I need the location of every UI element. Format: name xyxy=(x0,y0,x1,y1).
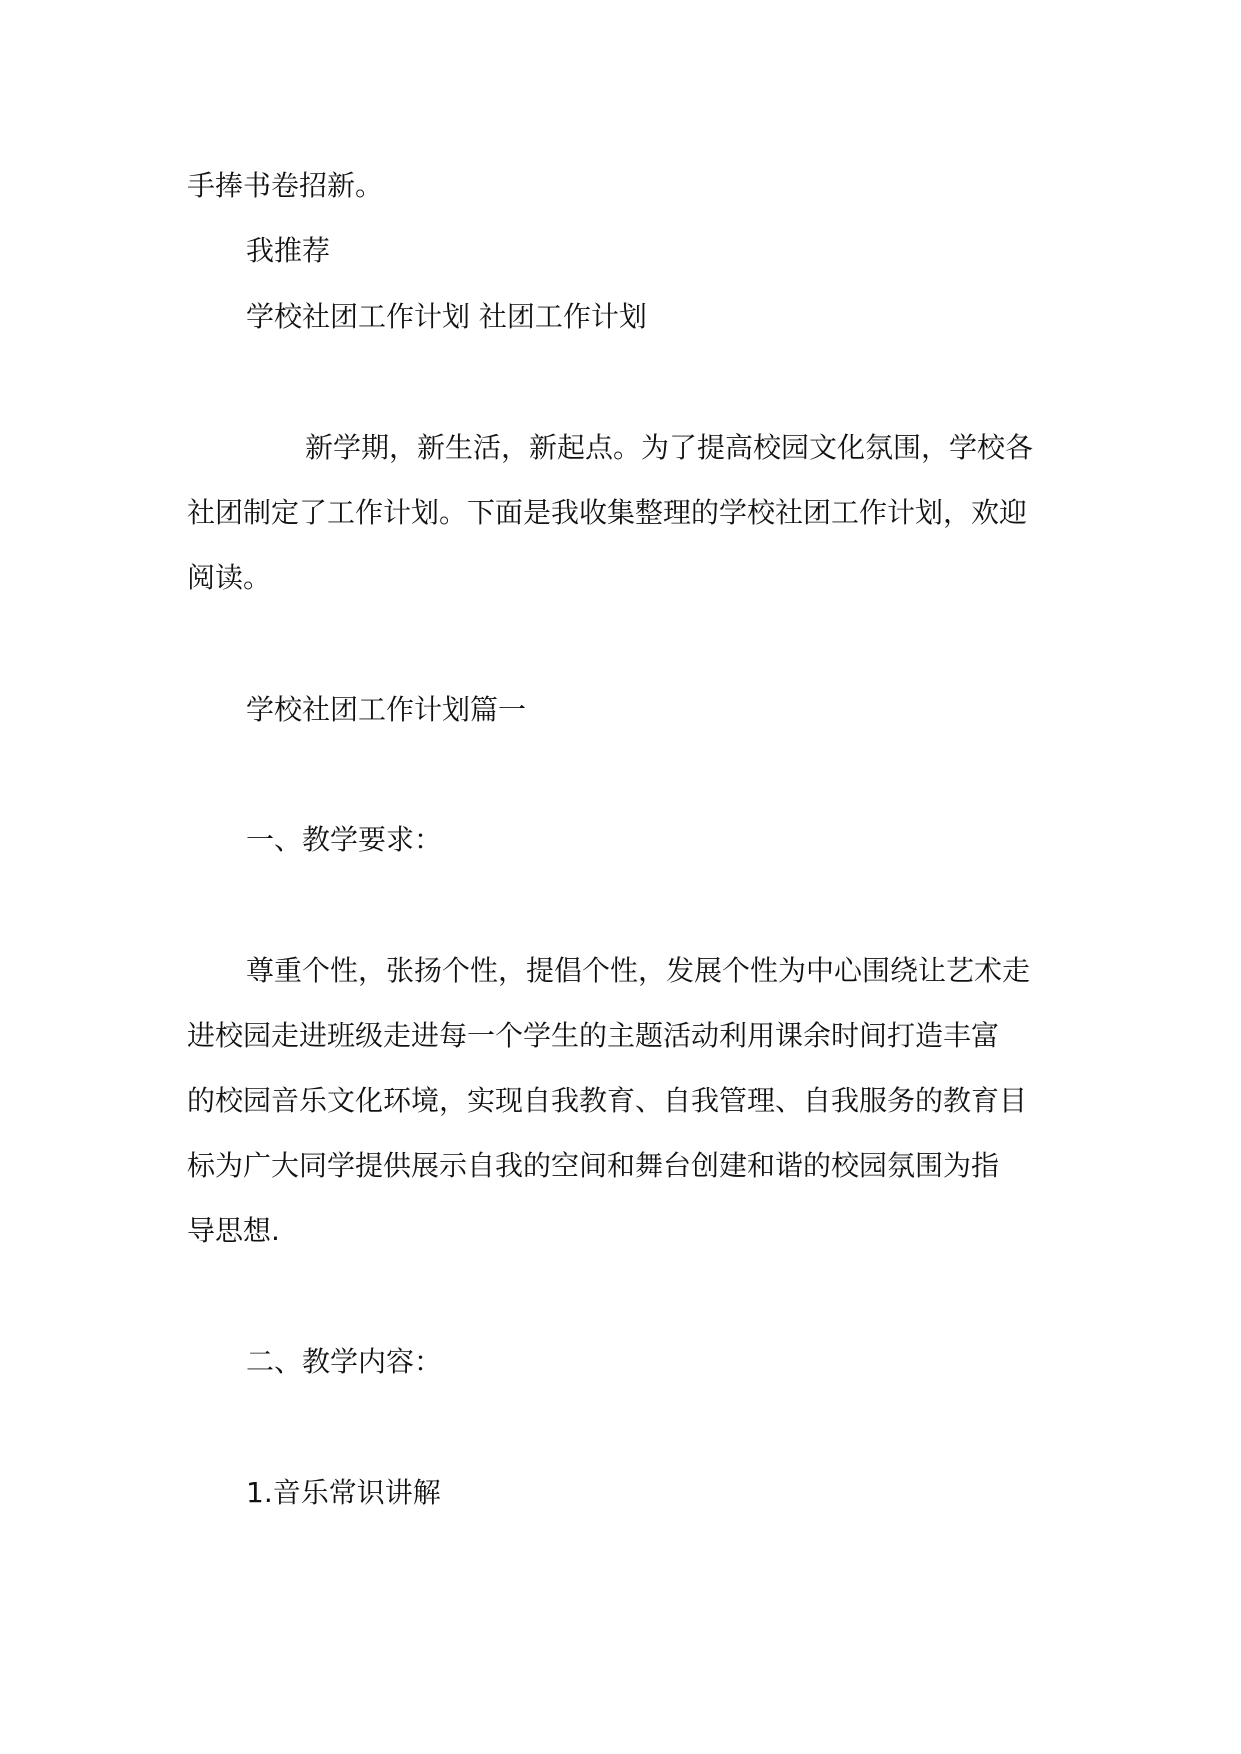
related-links[interactable]: 学校社团工作计划 社团工作计划 xyxy=(246,300,647,333)
body-paragraph-line-4: 标为广大同学提供展示自我的空间和舞台创建和谐的校园氛围为指 xyxy=(187,1149,1000,1182)
body-paragraph-line-2: 进校园走进班级走进每一个学生的主题活动利用课余时间打造丰富 xyxy=(187,1019,1000,1052)
subheading-content: 二、教学内容： xyxy=(246,1345,443,1378)
section-heading: 学校社团工作计划篇一 xyxy=(246,693,527,726)
body-paragraph-line-5: 导思想. xyxy=(187,1214,280,1247)
text-line-recommend: 我推荐 xyxy=(246,234,331,267)
intro-paragraph-line-1: 新学期，新生活，新起点。为了提高校园文化氛围，学校各 xyxy=(305,431,1034,464)
intro-paragraph-line-2: 社团制定了工作计划。下面是我收集整理的学校社团工作计划，欢迎 xyxy=(187,496,1028,529)
subheading-requirements: 一、教学要求： xyxy=(246,823,443,856)
list-item-1: 1.音乐常识讲解 xyxy=(246,1476,441,1509)
text-line-continuation: 手捧书卷招新。 xyxy=(187,169,384,202)
body-paragraph-line-3: 的校园音乐文化环境，实现自我教育、自我管理、自我服务的教育目 xyxy=(187,1084,1028,1117)
intro-paragraph-line-3: 阅读。 xyxy=(187,561,272,594)
body-paragraph-line-1: 尊重个性，张扬个性，提倡个性，发展个性为中心围绕让艺术走 xyxy=(246,954,1031,987)
